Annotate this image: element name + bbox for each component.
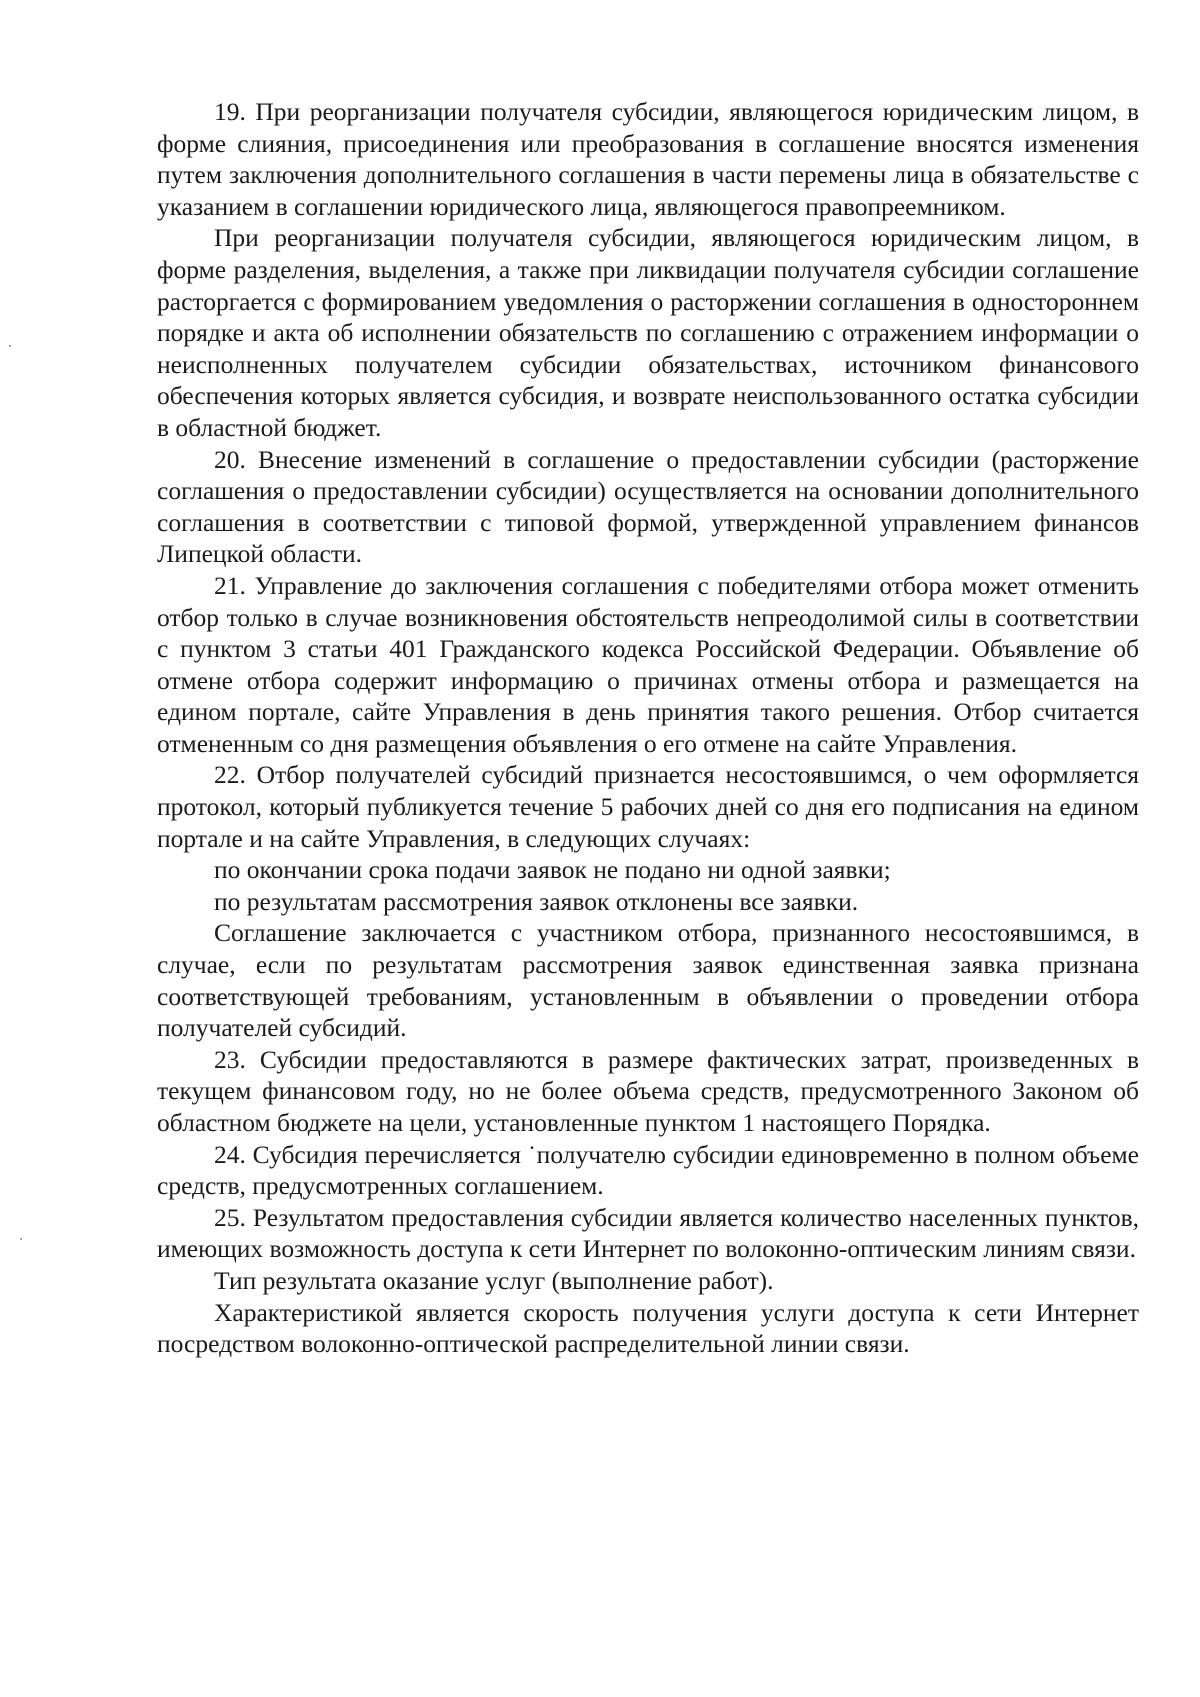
paragraph-24: 24. Субсидия перечисляется ˙получателю субсидии единовременно в полном объеме средств, предусмотренных соглашением. bbox=[157, 1139, 1139, 1201]
scan-artifact bbox=[9, 345, 11, 347]
paragraph-19: 19. При реорганизации получателя субсидии, являющегося юридическим лицом, в форме слияния, присоединения или преобразования в соглашение вносятся изменения путем заключения дополнительного соглашения в части перемены лица в обязательстве с указанием в соглашении юридического лица, являющегося правопреемником. bbox=[157, 97, 1139, 221]
paragraph-21: 21. Управление до заключения соглашения с победителями отбора может отменить отбор только в случае возникновения обстоятельств непреодолимой силы в соответствии с пунктом 3 статьи 401 Гражданского кодекса Российской Федерации. Объявление об отмене отбора содержит информацию о причинах отмены отбора и размещается на едином портале, сайте Управления в день принятия такого решения. Отбор считается отмененным со дня размещения объявления о его отмене на сайте Управления. bbox=[157, 570, 1139, 758]
paragraph-22-case-2: по результатам рассмотрения заявок отклонены все заявки. bbox=[214, 886, 859, 916]
paragraph-20: 20. Внесение изменений в соглашение о предоставлении субсидии (расторжение соглашения о предоставлении субсидии) осуществляется на основании дополнительного соглашения в соответствии с типовой формой, утвержденной управлением финансов Липецкой области. bbox=[157, 444, 1139, 569]
paragraph-25: 25. Результатом предоставления субсидии является количество населенных пунктов, имеющих возможность доступа к сети Интернет по волоконно-оптическим линиям связи. bbox=[157, 1202, 1139, 1264]
paragraph-22-case-1: по окончании срока подачи заявок не подано ни одной заявки; bbox=[214, 855, 891, 885]
document-body bbox=[157, 96, 1139, 1360]
paragraph-25-characteristic: Характеристикой является скорость получения услуги доступа к сети Интернет посредством волоконно-оптической распределительной линии связи. bbox=[157, 1297, 1139, 1359]
paragraph-25-result-type: Тип результата оказание услуг (выполнение работ). bbox=[214, 1265, 774, 1295]
paragraph-22: 22. Отбор получателей субсидий признается несостоявшимся, о чем оформляется протокол, который публикуется течение 5 рабочих дней со дня его подписания на едином портале и на сайте Управления, в следующих случаях: bbox=[157, 760, 1139, 853]
paragraph-23: 23. Субсидии предоставляются в размере фактических затрат, произведенных в текущем финансовом году, но не более объема средств, предусмотренного Законом об областном бюджете на цели, установленные пунктом 1 настоящего Порядка. bbox=[157, 1044, 1139, 1137]
paragraph-19-reorganization: При реорганизации получателя субсидии, являющегося юридическим лицом, в форме разделения, выделения, а также при ликвидации получателя субсидии соглашение расторгается с формированием уведомления о расторжении соглашения в одностороннем порядке и акта об исполнении обязательств по соглашению с отражением информации о неисполненных получателем субсидии обязательствах, источником финансового обеспечения которых является субсидия, и возврате неиспользованного остатка субсидии в областной бюджет. bbox=[157, 223, 1139, 442]
scan-artifact bbox=[20, 1238, 22, 1240]
paragraph-22-agreement: Соглашение заключается с участником отбора, признанного несостоявшимся, в случае, если по результатам рассмотрения заявок единственная заявка признана соответствующей требованиям, установленным в объявлении о проведении отбора получателей субсидий. bbox=[157, 918, 1139, 1043]
